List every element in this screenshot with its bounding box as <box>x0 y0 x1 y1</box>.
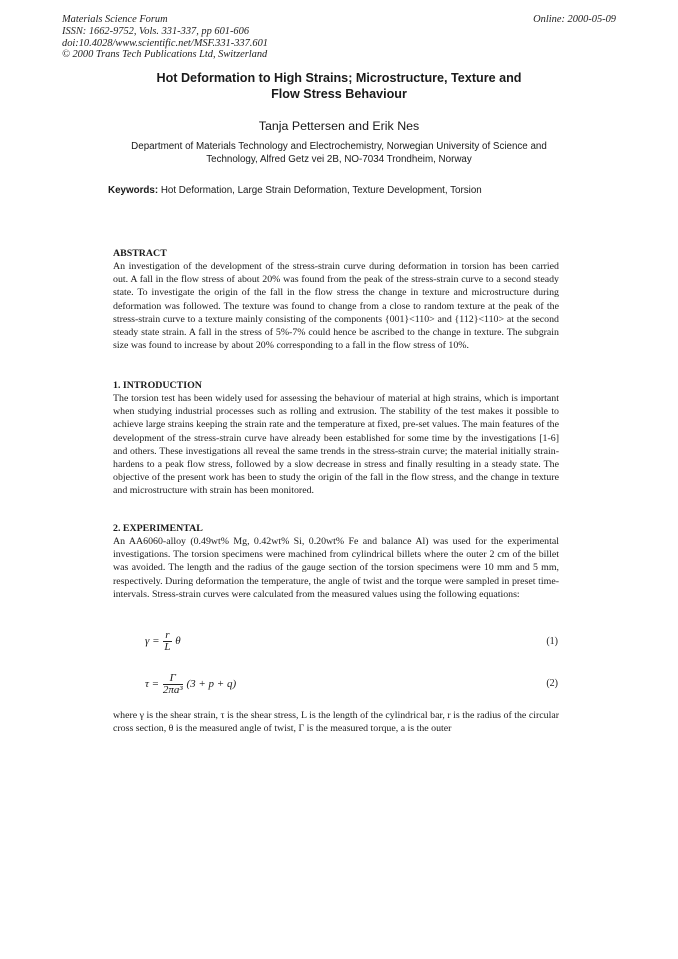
copyright-line: © 2000 Trans Tech Publications Ltd, Switzerland <box>62 49 268 61</box>
equation-2-denominator: 2πa³ <box>162 684 183 696</box>
equation-1-rhs: θ <box>175 635 181 648</box>
equation-2-number: (2) <box>546 678 558 689</box>
title-line-2: Flow Stress Behaviour <box>271 86 407 101</box>
abstract-text: An investigation of the development of the stress-strain curve during deformation in torsion has been carried out. A fall in the flow stress of about 20% was found from the peak of the stress-strain curve to a second steady state. To investigate the origin of the fall in the flow stress the change in texture and microstructure during deformation was followed. The texture was found to change from a close to random texture at the peak of the stress-strain curve to a texture mainly consisting of the components {001}<110> and {112}<110> at the second steady state strain. A fall in the stress of 5%-7% could hence be ascribed to the change in texture. The subgrain size was found to increase by about 20% corresponding to a fall in the flow stress of 10%. <box>113 261 559 352</box>
journal-header <box>62 14 268 61</box>
experimental-section <box>113 522 559 601</box>
issn-line: ISSN: 1662-9752, Vols. 331-337, pp 601-606 <box>62 25 250 37</box>
experimental-text: An AA6060-alloy (0.49wt% Mg, 0.42wt% Si, 0.20wt% Fe and balance Al) was used for the experimental investigations. The torsion specimens were machined from cylindrical billets where the outer 2 cm of the billet was avoided. The length and the radius of the gauge section of the torsion specimens were 10 mm and 5 mm, respectively. During deformation the temperature, the angle of twist and the torque were sampled in preset time-intervals. Stress-strain curves were calculated from the measured values using the following equations: <box>113 536 559 600</box>
abstract-section <box>113 247 559 352</box>
introduction-text: The torsion test has been widely used for assessing the behaviour of material at high strains, which is important when studying industrial processes such as rolling and extrusion. The stability of the test makes it possible to achieve large strains keeping the strain rate and the temperature at fixed, pre-set values. The main features of the development of the stress-strain curve have already been established for some time by the investigations [1-6] and others. These investigations all reveal the same trends in the stress-strain curve; the material initially strain-hardens to a peak flow stress, followed by a slow decrease in stress and finally resulting in a steady state. The objective of the present work has been to study the origin of the fall in the flow stress, and the change in texture and microstructure with strain has been monitored. <box>113 393 559 497</box>
affiliation <box>100 140 578 166</box>
equation-2-fraction <box>163 673 183 696</box>
equation-1 <box>145 630 181 653</box>
keywords-list: Hot Deformation, Large Strain Deformation, Texture Development, Torsion <box>160 185 482 196</box>
paper-title <box>100 71 578 102</box>
keywords-label: Keywords: <box>108 185 159 196</box>
affiliation-line-1: Department of Materials Technology and Electrochemistry, Norwegian University of Science and <box>131 141 547 152</box>
keywords <box>108 185 608 196</box>
equation-2-rhs: (3 + p + q) <box>186 678 237 691</box>
authors: Tanja Pettersen and Erik Nes <box>258 119 420 133</box>
equation-2 <box>145 673 236 696</box>
title-line-1: Hot Deformation to High Strains; Microstructure, Texture and <box>156 71 522 85</box>
doi-line: doi:10.4028/www.scientific.net/MSF.331-337.601 <box>62 37 268 49</box>
affiliation-line-2: Technology, Alfred Getz vei 2B, NO-7034 Trondheim, Norway <box>206 154 472 165</box>
equation-1-numerator: r <box>165 629 170 641</box>
equation-1-fraction <box>163 630 171 653</box>
equation-1-lhs: γ = <box>145 635 160 648</box>
equation-1-number: (1) <box>546 636 558 647</box>
introduction-heading: 1. INTRODUCTION <box>113 380 202 391</box>
introduction-section <box>113 379 559 497</box>
variable-definitions: where γ is the shear strain, τ is the shear stress, L is the length of the cylindrical bar, r is the radius of the circular cross section, θ is the measured angle of twist, Γ is the measured torque, a is the outer <box>113 710 559 735</box>
equation-2-numerator: Γ <box>163 673 183 685</box>
equation-2-lhs: τ = <box>145 678 160 691</box>
online-date: Online: 2000-05-09 <box>533 14 616 25</box>
abstract-heading: ABSTRACT <box>113 248 167 259</box>
experimental-heading: 2. EXPERIMENTAL <box>113 523 203 534</box>
journal-name: Materials Science Forum <box>62 14 168 25</box>
equation-1-denominator: L <box>164 641 171 653</box>
